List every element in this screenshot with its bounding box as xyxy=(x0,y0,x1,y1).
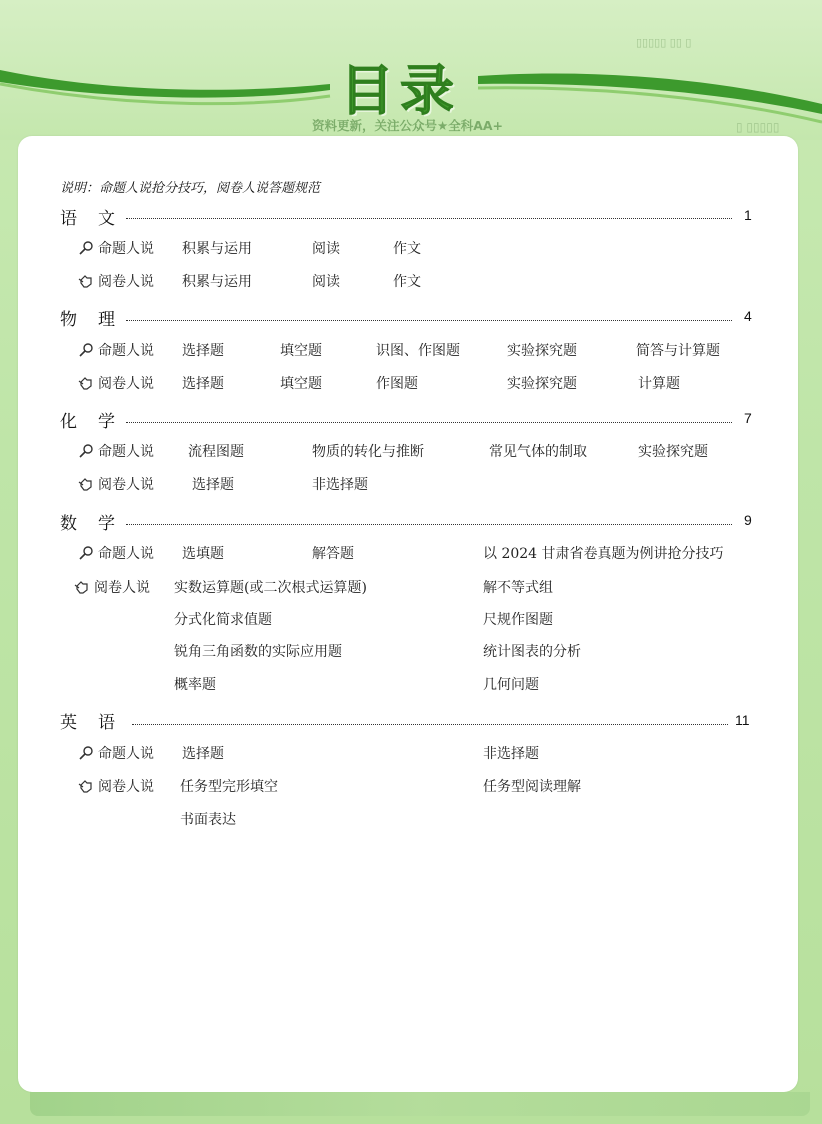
proposer-label: 命题人说 xyxy=(78,238,154,258)
list-item: 简答与计算题 xyxy=(636,343,720,359)
leader-dots xyxy=(126,524,732,525)
section-title-physics: 物 理 xyxy=(60,310,117,330)
grader-label: 阅卷人说 xyxy=(78,474,154,494)
list-item: 选择题 xyxy=(182,746,224,762)
magnifier-icon xyxy=(78,443,94,459)
list-item: 识图、作图题 xyxy=(376,343,460,359)
grader-label: 阅卷人说 xyxy=(74,577,150,597)
bottom-strip xyxy=(30,1092,810,1116)
note: 说明：命题人说抢分技巧，阅卷人说答题规范 xyxy=(60,181,321,196)
list-item: 实数运算题(或二次根式运算题) xyxy=(174,580,367,596)
list-item: 流程图题 xyxy=(188,444,244,460)
proposer-label: 命题人说 xyxy=(78,441,154,461)
list-item: 统计图表的分析 xyxy=(483,644,581,660)
list-item: 概率题 xyxy=(174,677,216,693)
pointing-hand-icon xyxy=(78,273,94,289)
list-item: 解答题 xyxy=(312,546,354,562)
page-number: 9 xyxy=(744,512,752,528)
list-item: 尺规作图题 xyxy=(483,612,553,628)
section-title-chinese: 语 文 xyxy=(60,209,117,229)
list-item: 实验探究题 xyxy=(638,444,708,460)
section-title-chemistry: 化 学 xyxy=(60,412,117,432)
page-title: 目录 xyxy=(340,59,460,122)
list-item: 作图题 xyxy=(376,376,418,392)
list-item: 选择题 xyxy=(182,376,224,392)
list-item: 任务型完形填空 xyxy=(180,779,278,795)
page-subtitle: 资料更新，关注公众号★全科AA+ xyxy=(312,118,504,133)
proposer-label: 命题人说 xyxy=(78,543,154,563)
list-item: 作文 xyxy=(393,274,421,290)
leader-dots xyxy=(126,422,732,423)
list-item: 以 2024 甘肃省卷真题为例讲抢分技巧 xyxy=(483,546,724,562)
list-item: 书面表达 xyxy=(180,812,236,828)
proposer-label: 命题人说 xyxy=(78,743,154,763)
list-item: 解不等式组 xyxy=(483,580,553,596)
list-item: 任务型阅读理解 xyxy=(483,779,581,795)
page-number: 4 xyxy=(744,308,752,324)
proposer-label: 命题人说 xyxy=(78,340,154,360)
list-item: 实验探究题 xyxy=(507,376,577,392)
list-item: 阅读 xyxy=(312,274,340,290)
grader-label: 阅卷人说 xyxy=(78,271,154,291)
list-item: 填空题 xyxy=(280,376,322,392)
section-title-math: 数 学 xyxy=(60,514,117,534)
right-watermark: ▯ ▯▯▯▯▯ xyxy=(736,120,780,134)
grader-label: 阅卷人说 xyxy=(78,373,154,393)
page-number: 11 xyxy=(735,712,750,728)
list-item: 实验探究题 xyxy=(507,343,577,359)
magnifier-icon xyxy=(78,342,94,358)
magnifier-icon xyxy=(78,745,94,761)
leader-dots xyxy=(126,320,732,321)
list-item: 选填题 xyxy=(182,546,224,562)
magnifier-icon xyxy=(78,545,94,561)
list-item: 选择题 xyxy=(182,343,224,359)
magnifier-icon xyxy=(78,240,94,256)
list-item: 填空题 xyxy=(280,343,322,359)
list-item: 非选择题 xyxy=(483,746,539,762)
list-item: 计算题 xyxy=(638,376,680,392)
page-number: 7 xyxy=(744,410,752,426)
list-item: 阅读 xyxy=(312,241,340,257)
list-item: 作文 xyxy=(393,241,421,257)
page-number: 1 xyxy=(744,207,752,223)
grader-label: 阅卷人说 xyxy=(78,776,154,796)
pointing-hand-icon xyxy=(78,476,94,492)
list-item: 物质的转化与推断 xyxy=(312,444,424,460)
corner-watermark: ▯▯▯▯▯ ▯▯ ▯ xyxy=(636,36,692,49)
leader-dots xyxy=(126,218,732,219)
list-item: 选择题 xyxy=(192,477,234,493)
pointing-hand-icon xyxy=(74,579,90,595)
list-item: 常见气体的制取 xyxy=(489,444,587,460)
list-item: 积累与运用 xyxy=(182,274,252,290)
leader-dots xyxy=(132,724,728,725)
list-item: 锐角三角函数的实际应用题 xyxy=(174,644,342,660)
list-item: 积累与运用 xyxy=(182,241,252,257)
list-item: 几何问题 xyxy=(483,677,539,693)
pointing-hand-icon xyxy=(78,375,94,391)
pointing-hand-icon xyxy=(78,778,94,794)
list-item: 非选择题 xyxy=(312,477,368,493)
list-item: 分式化简求值题 xyxy=(174,612,272,628)
section-title-english: 英 语 xyxy=(60,713,117,733)
